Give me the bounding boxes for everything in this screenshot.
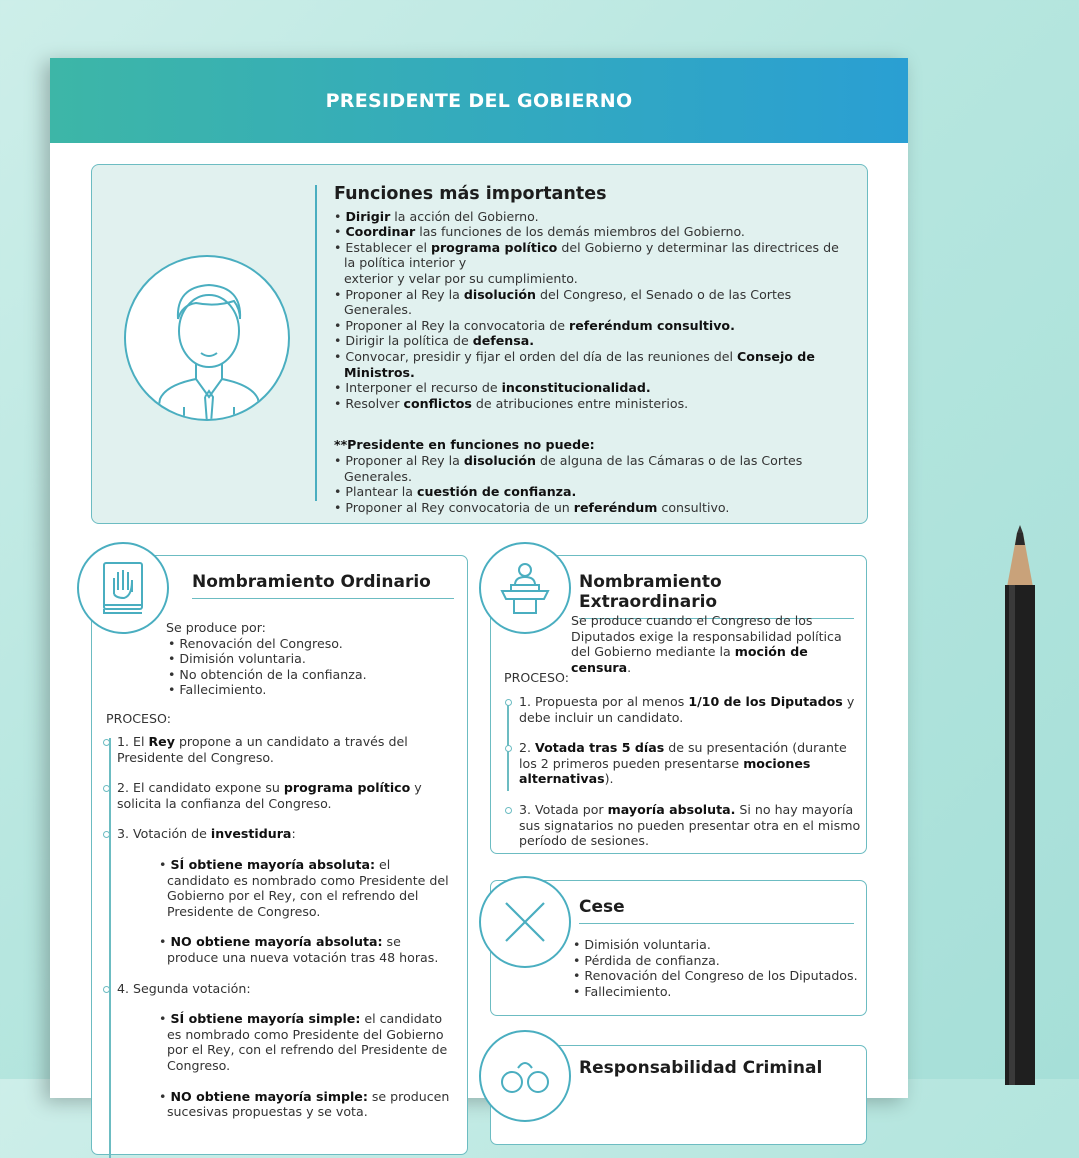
bold-text: referéndum: [573, 499, 658, 515]
text-segment: el candidato es nombrado como Presidente del Gobierno por el Rey, con el refrendo del Presidente de Congreso.: [167, 1011, 448, 1073]
list-item: • Fallecimiento.: [573, 983, 672, 999]
list-item: [159, 934, 453, 965]
bold-text: programa político: [430, 239, 558, 255]
list-item: [334, 500, 854, 516]
bold-text: referéndum consultivo.: [569, 317, 735, 333]
text-segment: del Congreso, el Senado o de las Cortes Generales.: [344, 286, 792, 318]
list-item: • Dimisión voluntaria.: [168, 651, 306, 667]
text-segment: •: [334, 224, 346, 240]
text-segment: Si no hay mayoría sus signatarios no pueden presentar otra en el mismo período de sesiones.: [519, 801, 861, 849]
bold-text: NO obtiene mayoría absoluta:: [170, 934, 383, 950]
bold-text: defensa.: [472, 333, 535, 349]
text-segment: • Plantear la: [334, 484, 418, 500]
text-segment: se producen sucesivas propuestas y se vota.: [167, 1088, 450, 1120]
text-segment: Se produce cuando el Congreso de los Diputados exige la responsabilidad política del Gobierno mediante la: [571, 613, 842, 660]
text-segment: • Proponer al Rey la: [334, 452, 464, 468]
process-step: [117, 734, 453, 765]
text-segment: 2. El candidato expone su: [117, 780, 284, 796]
text-segment: • Establecer el: [334, 239, 431, 255]
steps-list: [519, 694, 864, 864]
text-segment: •: [159, 1011, 171, 1027]
funciones-heading: Funciones más importantes: [334, 184, 607, 204]
process-step: [519, 802, 864, 849]
speaker-podium-icon: [479, 542, 571, 634]
text-segment: y debe incluir un candidato.: [519, 694, 855, 725]
document-page: [50, 58, 908, 1120]
text-segment: • Interponer el recurso de: [334, 380, 502, 396]
president-avatar-icon: [124, 255, 290, 421]
text-segment: el candidato es nombrado como Presidente del Gobierno por el Rey, con el refrendo del Presidente de Congreso.: [167, 856, 449, 919]
proceso-label: PROCESO:: [106, 711, 171, 726]
text-segment: • Proponer al Rey la: [334, 286, 464, 302]
bold-text: conflictos: [403, 395, 472, 411]
text-segment: de su presentación (durante los 2 primeros pueden presentarse: [519, 740, 847, 771]
list-item: [334, 318, 854, 334]
text-segment: 4. Segunda votación:: [117, 980, 251, 996]
text-segment: • Convocar, presidir y fijar el orden del día de las reuniones del: [334, 348, 738, 364]
bold-text: investidura: [210, 826, 292, 842]
list-item: [159, 1011, 453, 1073]
list-item: • Pérdida de confianza.: [573, 952, 720, 968]
text-segment: la acción del Gobierno.: [390, 208, 539, 224]
list-item: [334, 380, 854, 396]
text-segment: y solicita la confianza del Congreso.: [117, 780, 422, 811]
intro-text: [571, 613, 861, 675]
list-item: • Renovación del Congreso.: [168, 635, 343, 651]
text-segment: • Resolver: [334, 395, 404, 411]
text-segment: se produce una nueva votación tras 48 horas.: [167, 934, 439, 965]
card-nombramiento-ordinario: [91, 555, 468, 1155]
bold-text: disolución: [463, 286, 537, 302]
bold-text: cuestión de confianza.: [417, 484, 577, 500]
process-step: [519, 694, 864, 725]
text-segment: exterior y velar por su cumplimiento.: [344, 270, 578, 286]
list-item: [334, 453, 854, 484]
card-title: Nombramiento Ordinario: [192, 572, 454, 599]
divider: [315, 185, 317, 501]
list-item: [334, 240, 854, 271]
bold-text: Rey: [148, 734, 175, 749]
list-item: [334, 484, 854, 500]
x-cross-icon: [479, 876, 571, 968]
text-segment: •: [159, 856, 171, 872]
text-segment: • Proponer al Rey la convocatoria de: [334, 317, 570, 333]
bold-text: 1/10 de los Diputados: [688, 694, 843, 709]
text-segment: 1. El: [117, 734, 149, 749]
en-funciones-heading: **Presidente en funciones no puede:: [334, 437, 595, 453]
proceso-label: PROCESO:: [504, 670, 569, 685]
steps-list: [117, 734, 453, 1135]
list-item: • Renovación del Congreso de los Diputados.: [573, 968, 858, 984]
text-segment: • Proponer al Rey convocatoria de un: [334, 499, 574, 515]
handcuffs-icon: [479, 1030, 571, 1122]
bold-text: mociones alternativas: [519, 755, 811, 787]
text-segment: de atribuciones entre ministerios.: [471, 395, 689, 411]
intro-text: Se produce por:: [166, 620, 266, 635]
card-title: Nombramiento Extraordinario: [579, 572, 854, 619]
book-oath-hand-icon: [77, 542, 169, 634]
card-title: Responsabilidad Criminal: [579, 1058, 823, 1078]
text-segment: ).: [604, 771, 614, 787]
text-segment: 3. Votada por: [519, 801, 608, 817]
text-segment: •: [159, 1088, 171, 1104]
sub-list: [117, 1011, 453, 1120]
process-step: [117, 780, 453, 811]
text-segment: •: [159, 934, 171, 950]
text-segment: de alguna de las Cámaras o de las Cortes Generales.: [344, 452, 803, 484]
list-item: [334, 209, 854, 225]
list-item: [334, 224, 854, 240]
list-item: [159, 857, 453, 919]
funciones-list: [334, 209, 854, 412]
causes-list: [166, 636, 367, 698]
text-segment: .: [627, 659, 632, 675]
page-title: PRESIDENTE DEL GOBIERNO: [50, 58, 908, 143]
process-step: [117, 826, 453, 842]
bold-text: SÍ obtiene mayoría absoluta:: [170, 856, 376, 872]
pencil-image: [995, 525, 1045, 1085]
process-step: [117, 981, 453, 997]
bold-text: inconstitucionalidad.: [501, 380, 651, 396]
bold-text: mayoría absoluta.: [607, 801, 736, 817]
process-step: [519, 740, 864, 787]
list-item: • Fallecimiento.: [168, 682, 267, 698]
bold-text: programa político: [283, 780, 411, 796]
list-item: [334, 271, 854, 287]
bold-text: Votada tras 5 días: [535, 740, 665, 756]
text-segment: propone a un candidato a través del Presidente del Congreso.: [117, 734, 408, 765]
list-item: [334, 349, 854, 380]
text-segment: 1. Propuesta por al menos: [519, 694, 689, 709]
card-title: Cese: [579, 897, 854, 924]
list-item: • No obtención de la confianza.: [168, 666, 367, 682]
text-segment: • Dirigir la política de: [334, 333, 473, 349]
list-item: [334, 287, 854, 318]
list-item: [334, 333, 854, 349]
bold-text: Dirigir: [345, 208, 391, 224]
list-item: [334, 396, 854, 412]
bold-text: moción de censura: [571, 644, 808, 675]
en-funciones-list: [334, 453, 854, 515]
cese-list: [573, 937, 858, 999]
text-segment: del Gobierno y determinar las directrices de la política interior y: [344, 239, 839, 271]
timeline-line: [109, 738, 111, 1158]
list-item: • Dimisión voluntaria.: [573, 937, 711, 952]
text-segment: •: [334, 208, 346, 224]
funciones-box: [91, 164, 868, 524]
bold-text: Coordinar: [345, 224, 416, 240]
bold-text: NO obtiene mayoría simple:: [170, 1088, 368, 1104]
bold-text: disolución: [463, 452, 537, 468]
text-segment: :: [291, 826, 296, 842]
text-segment: las funciones de los demás miembros del Gobierno.: [415, 224, 745, 240]
text-segment: 3. Votación de: [117, 826, 211, 842]
bold-text: SÍ obtiene mayoría simple:: [170, 1011, 361, 1027]
bold-text: Consejo de Ministros.: [344, 348, 815, 380]
list-item: [159, 1089, 453, 1120]
sub-list: [117, 857, 453, 966]
text-segment: 2.: [519, 740, 536, 756]
text-segment: consultivo.: [657, 499, 730, 515]
